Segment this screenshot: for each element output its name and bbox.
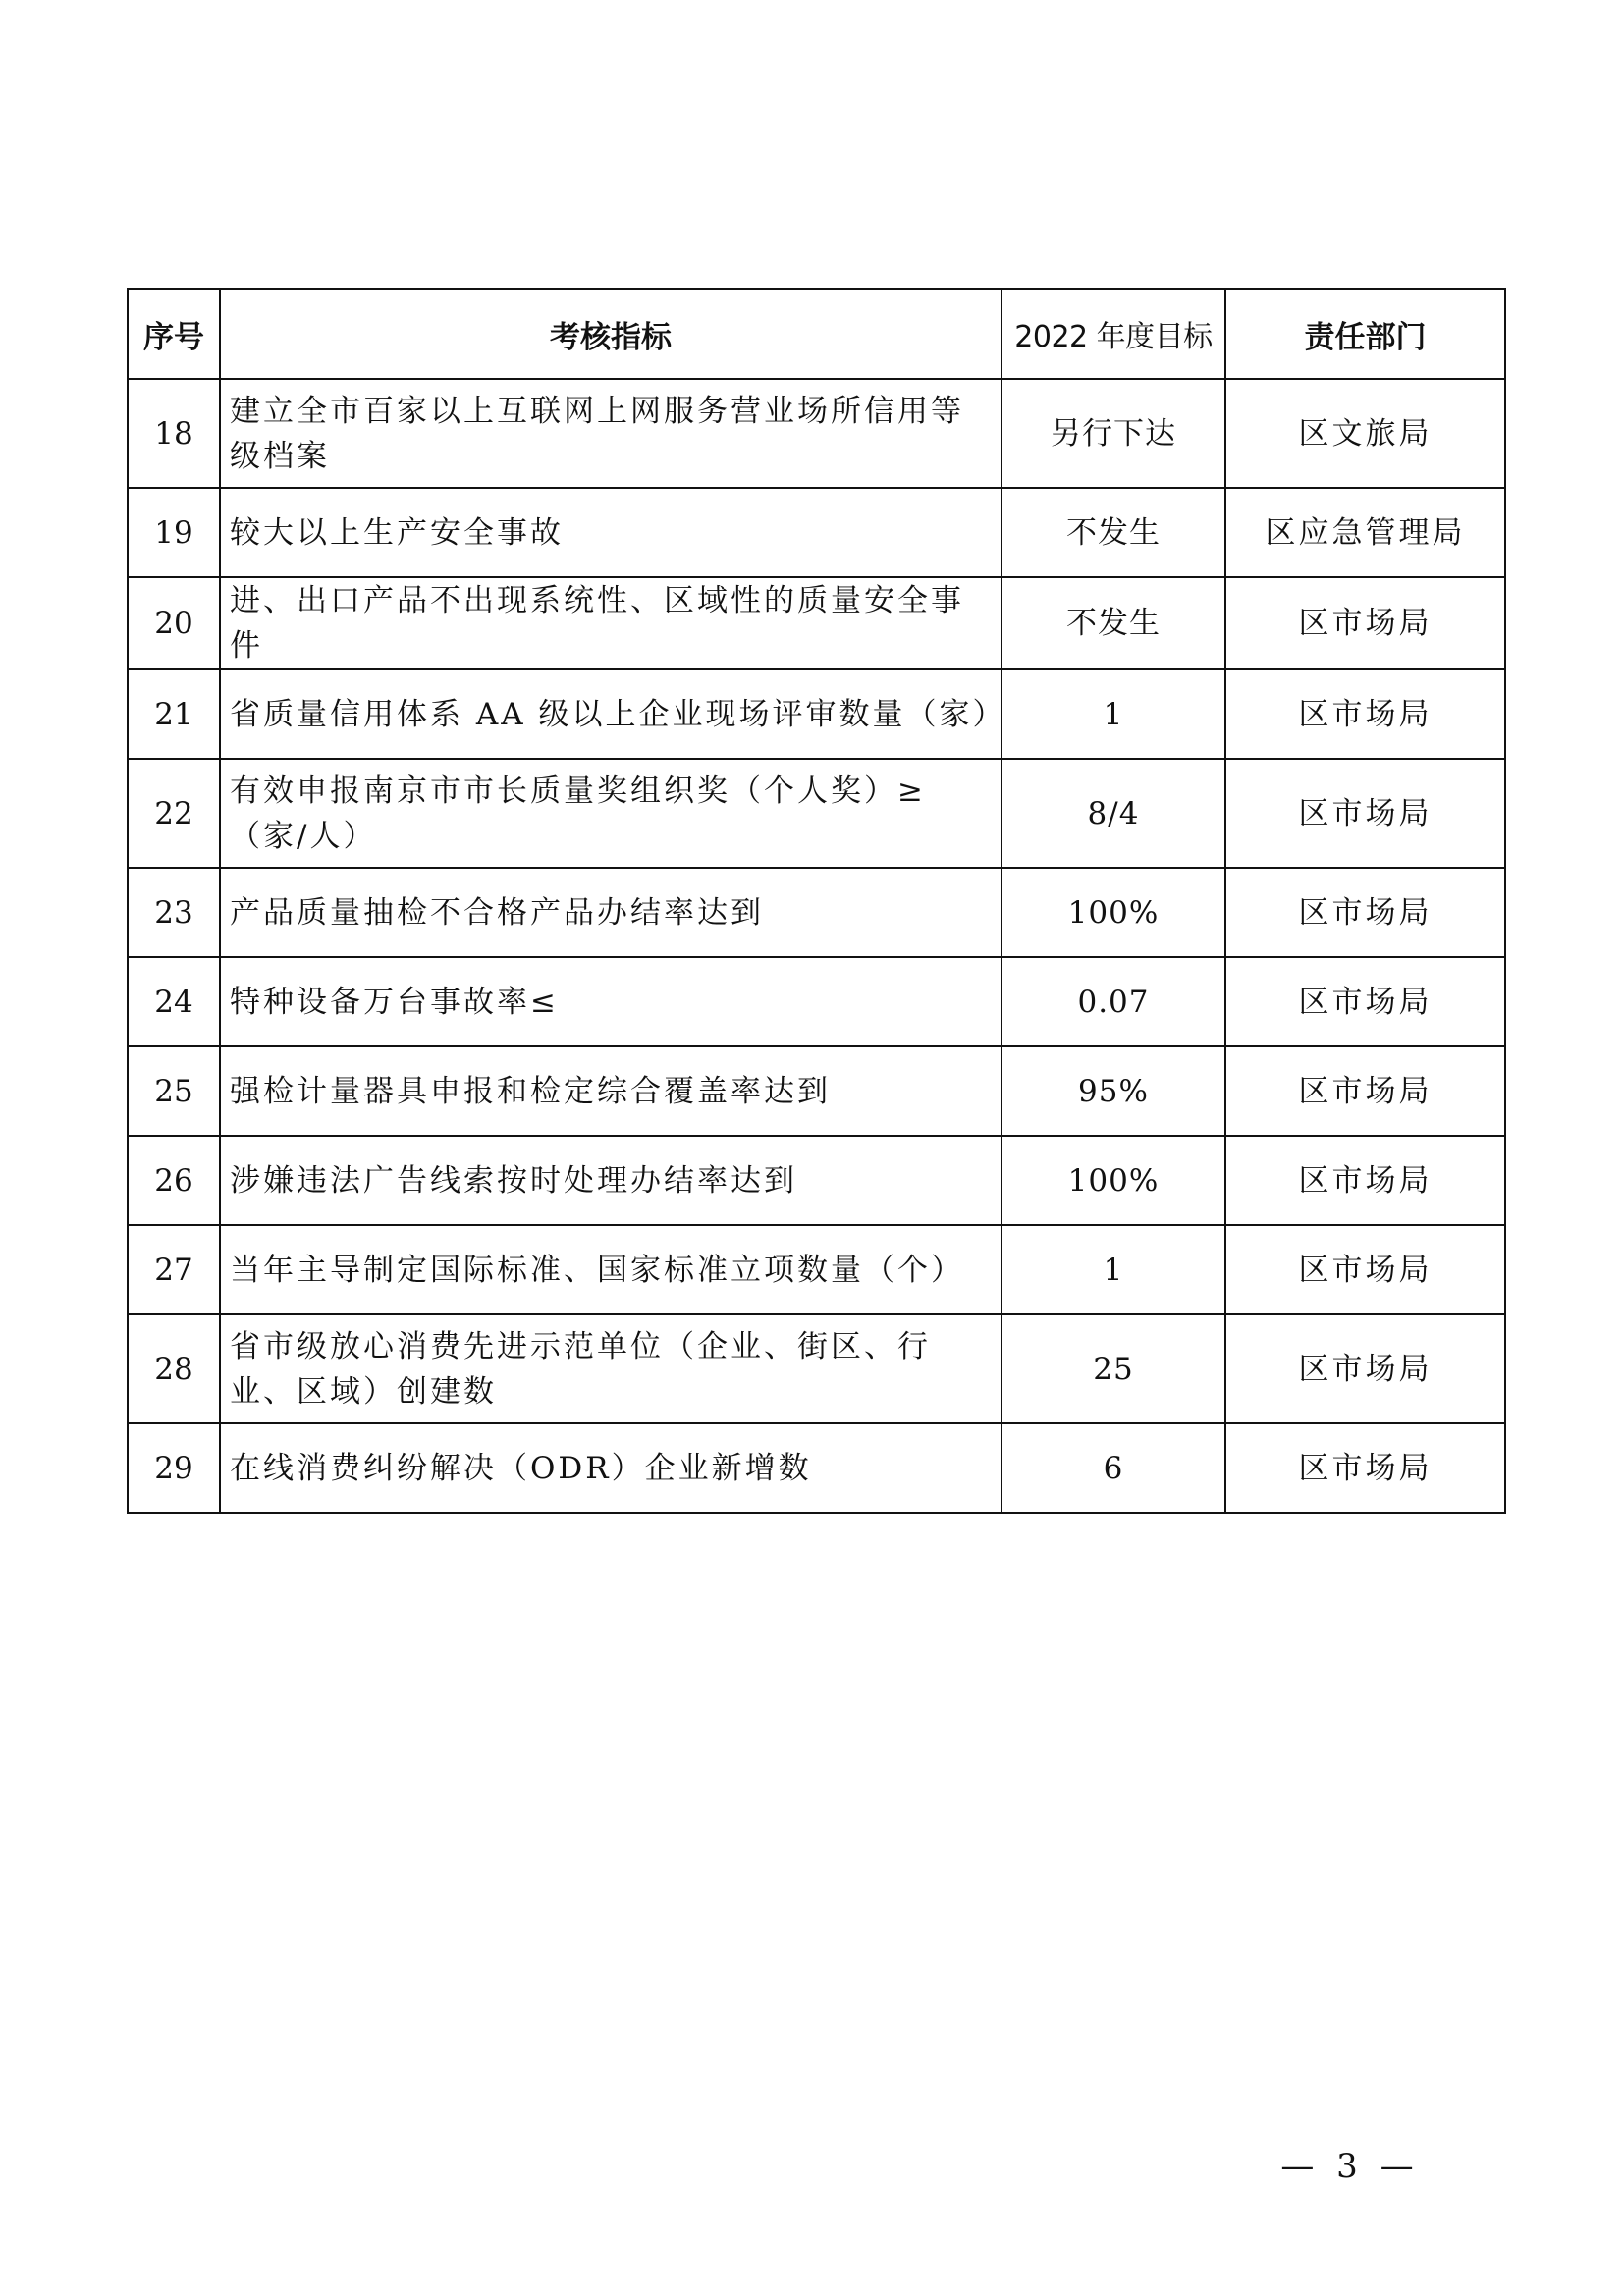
cell-indicator: 特种设备万台事故率≤ (220, 957, 1001, 1046)
cell-department: 区市场局 (1225, 1046, 1505, 1136)
cell-indicator: 强检计量器具申报和检定综合覆盖率达到 (220, 1046, 1001, 1136)
cell-indicator: 省质量信用体系 AA 级以上企业现场评审数量（家） (220, 669, 1001, 759)
page-number: — 3 — (1280, 2147, 1420, 2186)
table-row (128, 488, 1505, 577)
table-row (128, 868, 1505, 957)
cell-target: 不发生 (1001, 577, 1225, 669)
cell-department: 区市场局 (1225, 1423, 1505, 1513)
cell-department: 区市场局 (1225, 957, 1505, 1046)
cell-no: 20 (128, 577, 220, 669)
cell-indicator: 有效申报南京市市长质量奖组织奖（个人奖）≥（家/人） (220, 759, 1001, 868)
cell-department: 区文旅局 (1225, 379, 1505, 488)
cell-no: 18 (128, 379, 220, 488)
header-department: 责任部门 (1225, 289, 1505, 379)
table-row (128, 1314, 1505, 1423)
cell-no: 25 (128, 1046, 220, 1136)
cell-no: 19 (128, 488, 220, 577)
cell-target: 100% (1001, 868, 1225, 957)
table-row (128, 1225, 1505, 1314)
indicator-table (127, 288, 1506, 1514)
cell-indicator: 较大以上生产安全事故 (220, 488, 1001, 577)
cell-department: 区应急管理局 (1225, 488, 1505, 577)
table-row (128, 379, 1505, 488)
table-body (128, 379, 1505, 1513)
table-header-row (128, 289, 1505, 379)
table-row (128, 1046, 1505, 1136)
cell-target: 25 (1001, 1314, 1225, 1423)
cell-no: 26 (128, 1136, 220, 1225)
cell-indicator: 进、出口产品不出现系统性、区域性的质量安全事件 (220, 577, 1001, 669)
cell-no: 27 (128, 1225, 220, 1314)
cell-no: 23 (128, 868, 220, 957)
cell-no: 22 (128, 759, 220, 868)
table-row (128, 957, 1505, 1046)
header-target: 2022 年度目标 (1001, 289, 1225, 379)
table-row (128, 1136, 1505, 1225)
cell-target: 不发生 (1001, 488, 1225, 577)
table-row (128, 577, 1505, 669)
cell-indicator: 产品质量抽检不合格产品办结率达到 (220, 868, 1001, 957)
cell-indicator: 涉嫌违法广告线索按时处理办结率达到 (220, 1136, 1001, 1225)
header-no: 序号 (128, 289, 220, 379)
table-row (128, 759, 1505, 868)
cell-target: 95% (1001, 1046, 1225, 1136)
cell-department: 区市场局 (1225, 1136, 1505, 1225)
cell-indicator: 在线消费纠纷解决（ODR）企业新增数 (220, 1423, 1001, 1513)
cell-indicator: 建立全市百家以上互联网上网服务营业场所信用等级档案 (220, 379, 1001, 488)
cell-target: 100% (1001, 1136, 1225, 1225)
cell-no: 28 (128, 1314, 220, 1423)
cell-target: 1 (1001, 1225, 1225, 1314)
cell-department: 区市场局 (1225, 577, 1505, 669)
cell-target: 6 (1001, 1423, 1225, 1513)
cell-target: 8/4 (1001, 759, 1225, 868)
cell-department: 区市场局 (1225, 669, 1505, 759)
table-row (128, 1423, 1505, 1513)
cell-department: 区市场局 (1225, 868, 1505, 957)
cell-department: 区市场局 (1225, 1314, 1505, 1423)
cell-indicator: 省市级放心消费先进示范单位（企业、街区、行业、区域）创建数 (220, 1314, 1001, 1423)
cell-department: 区市场局 (1225, 1225, 1505, 1314)
cell-target: 另行下达 (1001, 379, 1225, 488)
cell-department: 区市场局 (1225, 759, 1505, 868)
table-row (128, 669, 1505, 759)
cell-no: 21 (128, 669, 220, 759)
cell-no: 24 (128, 957, 220, 1046)
cell-target: 1 (1001, 669, 1225, 759)
cell-no: 29 (128, 1423, 220, 1513)
cell-target: 0.07 (1001, 957, 1225, 1046)
cell-indicator: 当年主导制定国际标准、国家标准立项数量（个） (220, 1225, 1001, 1314)
header-indicator: 考核指标 (220, 289, 1001, 379)
